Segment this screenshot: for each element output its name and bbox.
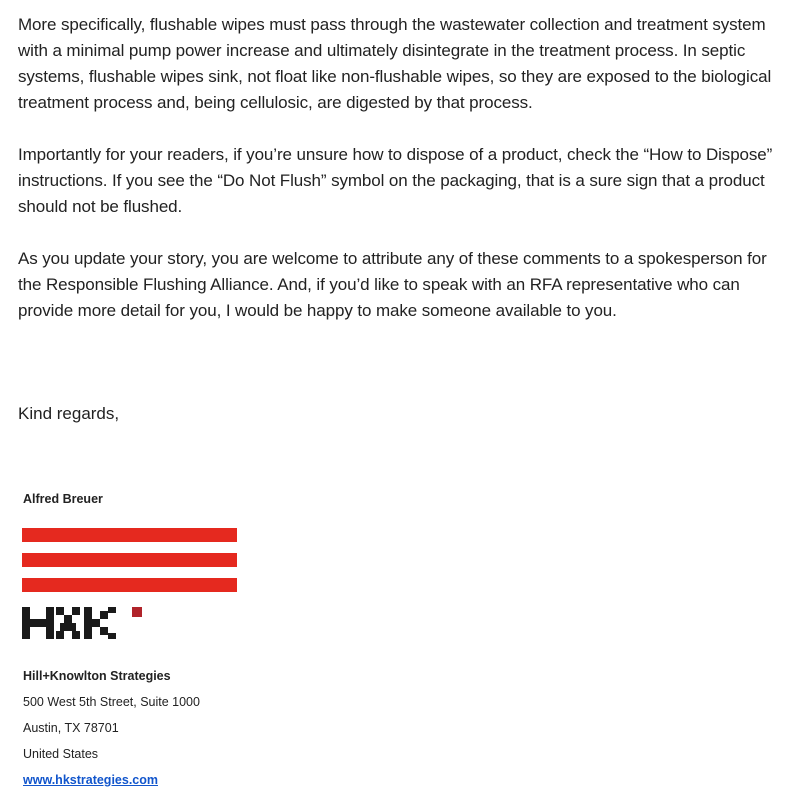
email-paragraph-3: As you update your story, you are welcome to attribute any of these comments to a spokesperson for the Responsible Flushing Alliance. And, if you’d like to speak with an RFA representative who can provide more detail for you, I would be happy to make someone available to you.: [18, 249, 767, 320]
email-paragraph-1: More specifically, flushable wipes must pass through the wastewater collection and treatment system with a minimal pump power increase and ultimately disintegrate in the treatment process. In septic systems, flushable wipes sink, not float like non-flushable wipes, so they are exposed to the biological treatment process and, being cellulosic, are digested by that process.: [18, 15, 772, 112]
email-closing: Kind regards,: [18, 404, 120, 423]
signature-website-link[interactable]: www.hkstrategies.com: [23, 773, 158, 787]
hk-pixel-logo-svg: [22, 607, 146, 641]
signature-address: [23, 663, 323, 793]
logo-stripe-3: [22, 578, 237, 592]
email-signature: [23, 490, 323, 787]
signature-company: Hill+Knowlton Strategies: [23, 669, 171, 683]
signature-address-line2: Austin, TX 78701: [23, 721, 119, 735]
email-body: [18, 12, 788, 324]
signature-country: United States: [23, 747, 99, 761]
email-paragraph-2: Importantly for your readers, if you’re unsure how to dispose of a product, check the “How to Dispose” instructions. If you see the “Do Not Flush” symbol on the packaging, that is a sure sign that a product should not be flushed.: [18, 145, 773, 216]
signature-name: Alfred Breuer: [23, 492, 103, 506]
logo-accent-square: [132, 607, 142, 617]
signature-address-line1: 500 West 5th Street, Suite 1000: [23, 695, 200, 709]
hk-pixel-logo-icon: [22, 607, 146, 646]
red-stripes-logo-icon: [22, 528, 237, 594]
logo-stripe-1: [22, 528, 237, 542]
hk-pixel-logo-shapes: [22, 607, 116, 639]
logo-stripe-2: [22, 553, 237, 567]
